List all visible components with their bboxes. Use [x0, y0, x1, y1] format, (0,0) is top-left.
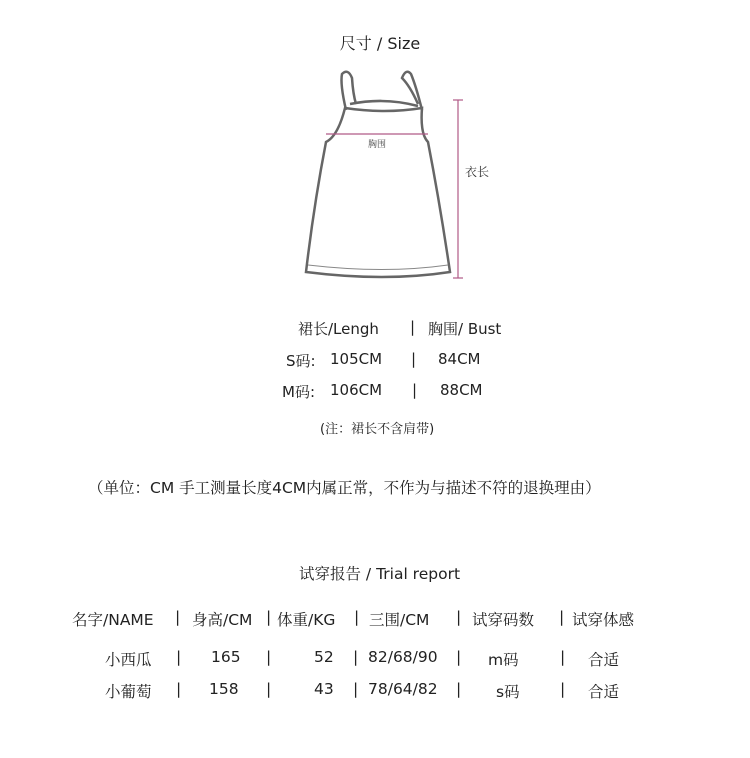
report-row1-weight: 52: [314, 648, 334, 666]
report-row2-weight: 43: [314, 680, 334, 698]
bust-label: 胸围: [368, 140, 387, 150]
trial-report-title: 试穿报告 / Trial report: [299, 565, 461, 583]
row-s-length: 105CM: [330, 350, 383, 368]
report-header-name: 名字/NAME: [72, 611, 154, 629]
row-s-size: S码:: [286, 352, 316, 370]
report-row1-sep4: |: [456, 648, 462, 666]
report-row2-sep3: |: [353, 680, 359, 698]
report-row2-sep2: |: [266, 680, 272, 698]
header-sep: |: [410, 318, 416, 336]
report-row2-sep4: |: [456, 680, 462, 698]
report-row2-sep1: |: [176, 680, 182, 698]
disclaimer: （单位：CM 手工测量长度4CM内属正常，不作为与描述不符的退换理由）: [88, 479, 601, 497]
report-row2-size: s码: [496, 683, 520, 701]
row-s-bust: 84CM: [438, 350, 481, 368]
report-header-size: 试穿码数: [472, 611, 535, 629]
report-row1-sep1: |: [176, 648, 182, 666]
dress-diagram: [290, 64, 500, 294]
report-header-sep4: |: [456, 608, 462, 626]
report-header-sep3: |: [354, 608, 360, 626]
report-header-sep2: |: [266, 608, 272, 626]
hem-line: [308, 265, 448, 270]
report-row1-sep2: |: [266, 648, 272, 666]
report-row1-sep3: |: [353, 648, 359, 666]
report-row2-sep5: |: [560, 680, 566, 698]
report-header-measurements: 三围/CM: [369, 611, 430, 629]
report-header-height: 身高/CM: [192, 611, 253, 629]
row-m-sep: |: [412, 381, 418, 399]
report-row2-name: 小葡萄: [105, 683, 152, 701]
report-row1-sep5: |: [560, 648, 566, 666]
size-note: (注：裙长不含肩带): [320, 422, 435, 437]
report-row1-size: m码: [488, 651, 519, 669]
dress-body: [306, 108, 450, 277]
report-row1-feel: 合适: [588, 651, 620, 669]
row-m-length: 106CM: [330, 381, 383, 399]
row-s-sep: |: [411, 350, 417, 368]
header-bust: 胸围/ Bust: [428, 320, 502, 338]
neckline: [350, 101, 418, 106]
report-row2-measurements: 78/64/82: [368, 680, 438, 698]
report-row1-measurements: 82/68/90: [368, 648, 438, 666]
report-header-sep1: |: [175, 608, 181, 626]
row-m-size: M码:: [282, 383, 315, 401]
report-header-weight: 体重/KG: [277, 611, 336, 629]
report-header-feel: 试穿体感: [572, 611, 635, 629]
report-header-sep5: |: [559, 608, 565, 626]
report-row2-height: 158: [209, 680, 239, 698]
length-label: 衣长: [465, 165, 490, 179]
report-row1-name: 小西瓜: [105, 651, 152, 669]
page-title: 尺寸 / Size: [339, 34, 421, 53]
row-m-bust: 88CM: [440, 381, 483, 399]
report-row2-feel: 合适: [588, 683, 620, 701]
header-length: 裙长/Lengh: [298, 320, 379, 338]
report-row1-height: 165: [211, 648, 241, 666]
